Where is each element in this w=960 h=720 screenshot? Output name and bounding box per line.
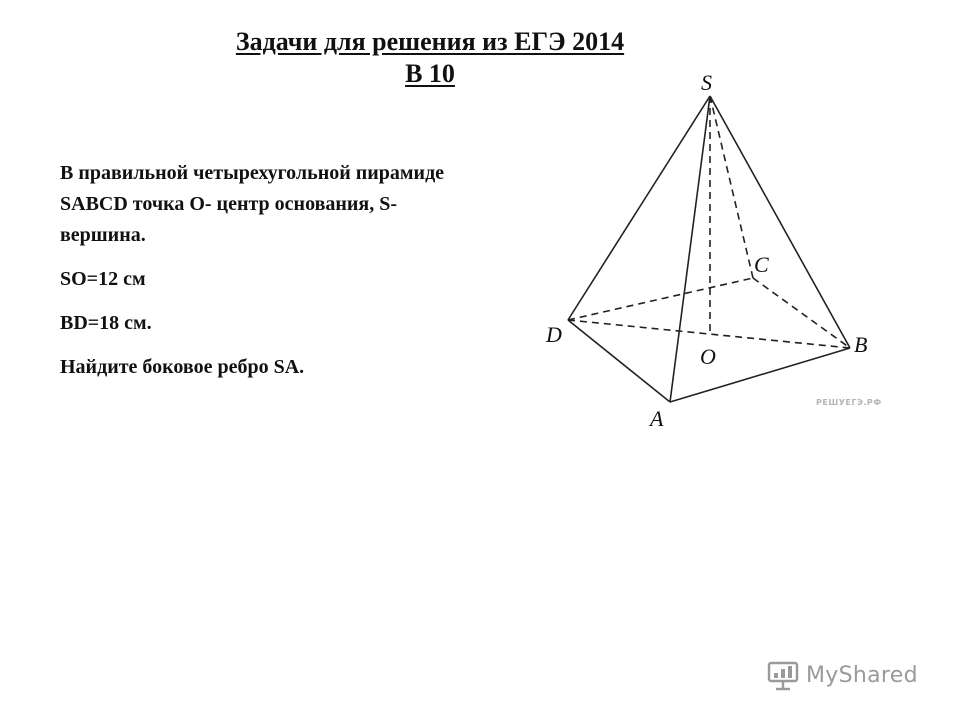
presentation-icon: [766, 658, 800, 692]
source-watermark: РЕШУЕГЭ.РФ: [816, 398, 882, 407]
pyramid-diagram: [520, 60, 900, 440]
vertex-label-o: O: [700, 344, 716, 369]
title-line-2: B 10: [405, 59, 455, 88]
myshared-logo: [766, 655, 918, 695]
title-line-1: Задачи для решения из ЕГЭ 2014: [235, 27, 625, 56]
vertex-label-c: C: [754, 252, 769, 277]
edge-sd: [568, 96, 710, 320]
task-condition: В правильной четырехугольной пирамиде SABCD точка О- центр основания, S-вершина.: [60, 162, 445, 246]
pyramid-figure: [520, 60, 900, 440]
task-text: [60, 158, 480, 396]
task-given-bd: BD=18 см.: [60, 312, 152, 334]
edge-dc: [568, 278, 753, 320]
brand-name: MyShared: [806, 662, 918, 688]
task-question: Найдите боковое ребро SA.: [60, 356, 305, 378]
edge-sb: [710, 96, 850, 348]
edge-sc: [710, 96, 753, 278]
vertex-label-a: A: [650, 406, 664, 431]
vertex-label-b: B: [854, 332, 868, 357]
edge-ab: [670, 348, 850, 402]
vertex-label-s: S: [701, 70, 712, 95]
vertex-label-d: D: [546, 322, 562, 347]
task-given-so: SO=12 см: [60, 268, 146, 290]
edge-da: [568, 320, 670, 402]
edge-cb: [753, 278, 850, 348]
